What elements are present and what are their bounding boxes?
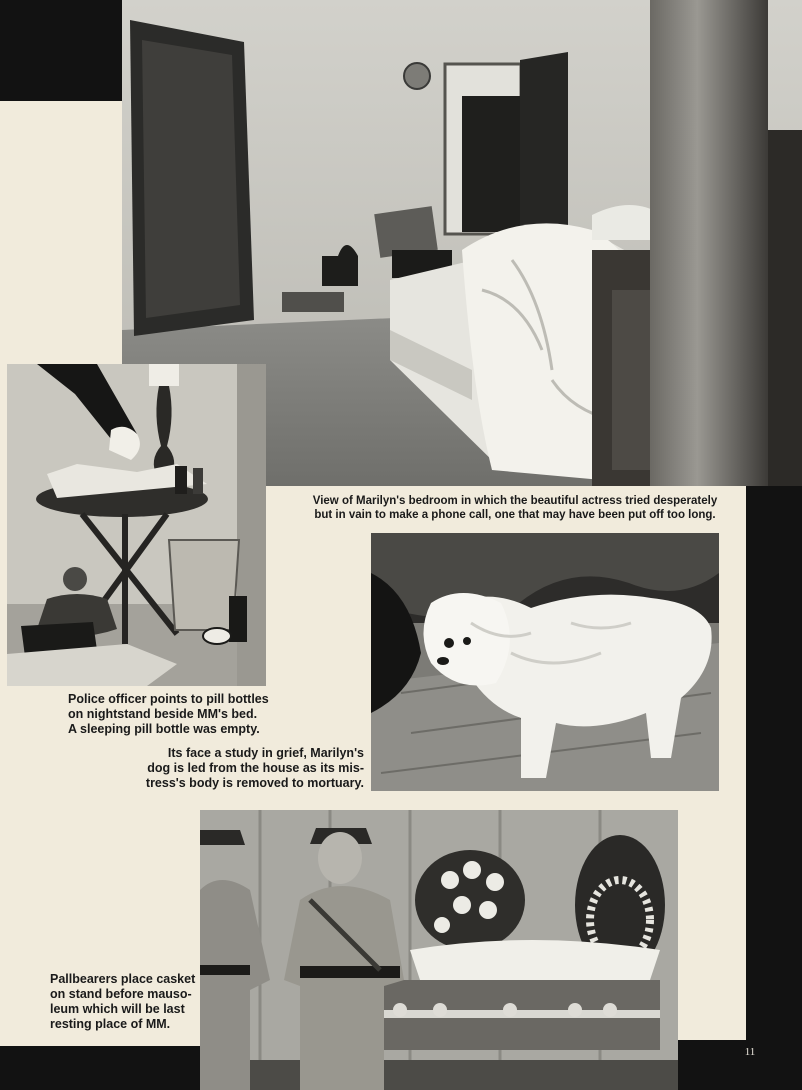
top-left-black-bar: [0, 0, 122, 101]
bedroom-caption-line-2: but in vain to make a phone call, one that may have been put off too long.: [314, 509, 716, 521]
nightstand-photo: [7, 364, 266, 686]
dog-photo: [371, 533, 719, 791]
funeral-caption: [50, 972, 196, 1032]
bottom-left-black-bar: [0, 1046, 200, 1090]
funeral-caption-line-3: leum which will be last: [50, 1002, 185, 1016]
dog-caption-line-2: dog is led from the house as its mis-: [147, 761, 364, 775]
funeral-photo: [200, 810, 678, 1090]
nightstand-caption-line-2: on nightstand beside MM's bed.: [68, 707, 258, 721]
nightstand-caption: [68, 692, 288, 737]
dog-caption-line-1: Its face a study in grief, Marilyn's: [167, 746, 364, 760]
page-number: 11: [744, 1046, 756, 1058]
funeral-caption-line-4: resting place of MM.: [50, 1017, 171, 1031]
nightstand-caption-line-1: Police officer points to pill bottles: [68, 692, 269, 706]
bedroom-caption: [280, 494, 750, 522]
bedroom-caption-line-1: View of Marilyn's bedroom in which the beautiful actress tried desperately: [312, 495, 718, 507]
funeral-caption-line-1: Pallbearers place casket: [50, 972, 196, 986]
dog-caption: [128, 746, 364, 791]
funeral-caption-line-2: on stand before mauso-: [50, 987, 192, 1001]
nightstand-caption-line-3: A sleeping pill bottle was empty.: [68, 722, 260, 736]
right-black-bar: [746, 486, 802, 1090]
dog-caption-line-3: tress's body is removed to mortuary.: [145, 776, 364, 790]
